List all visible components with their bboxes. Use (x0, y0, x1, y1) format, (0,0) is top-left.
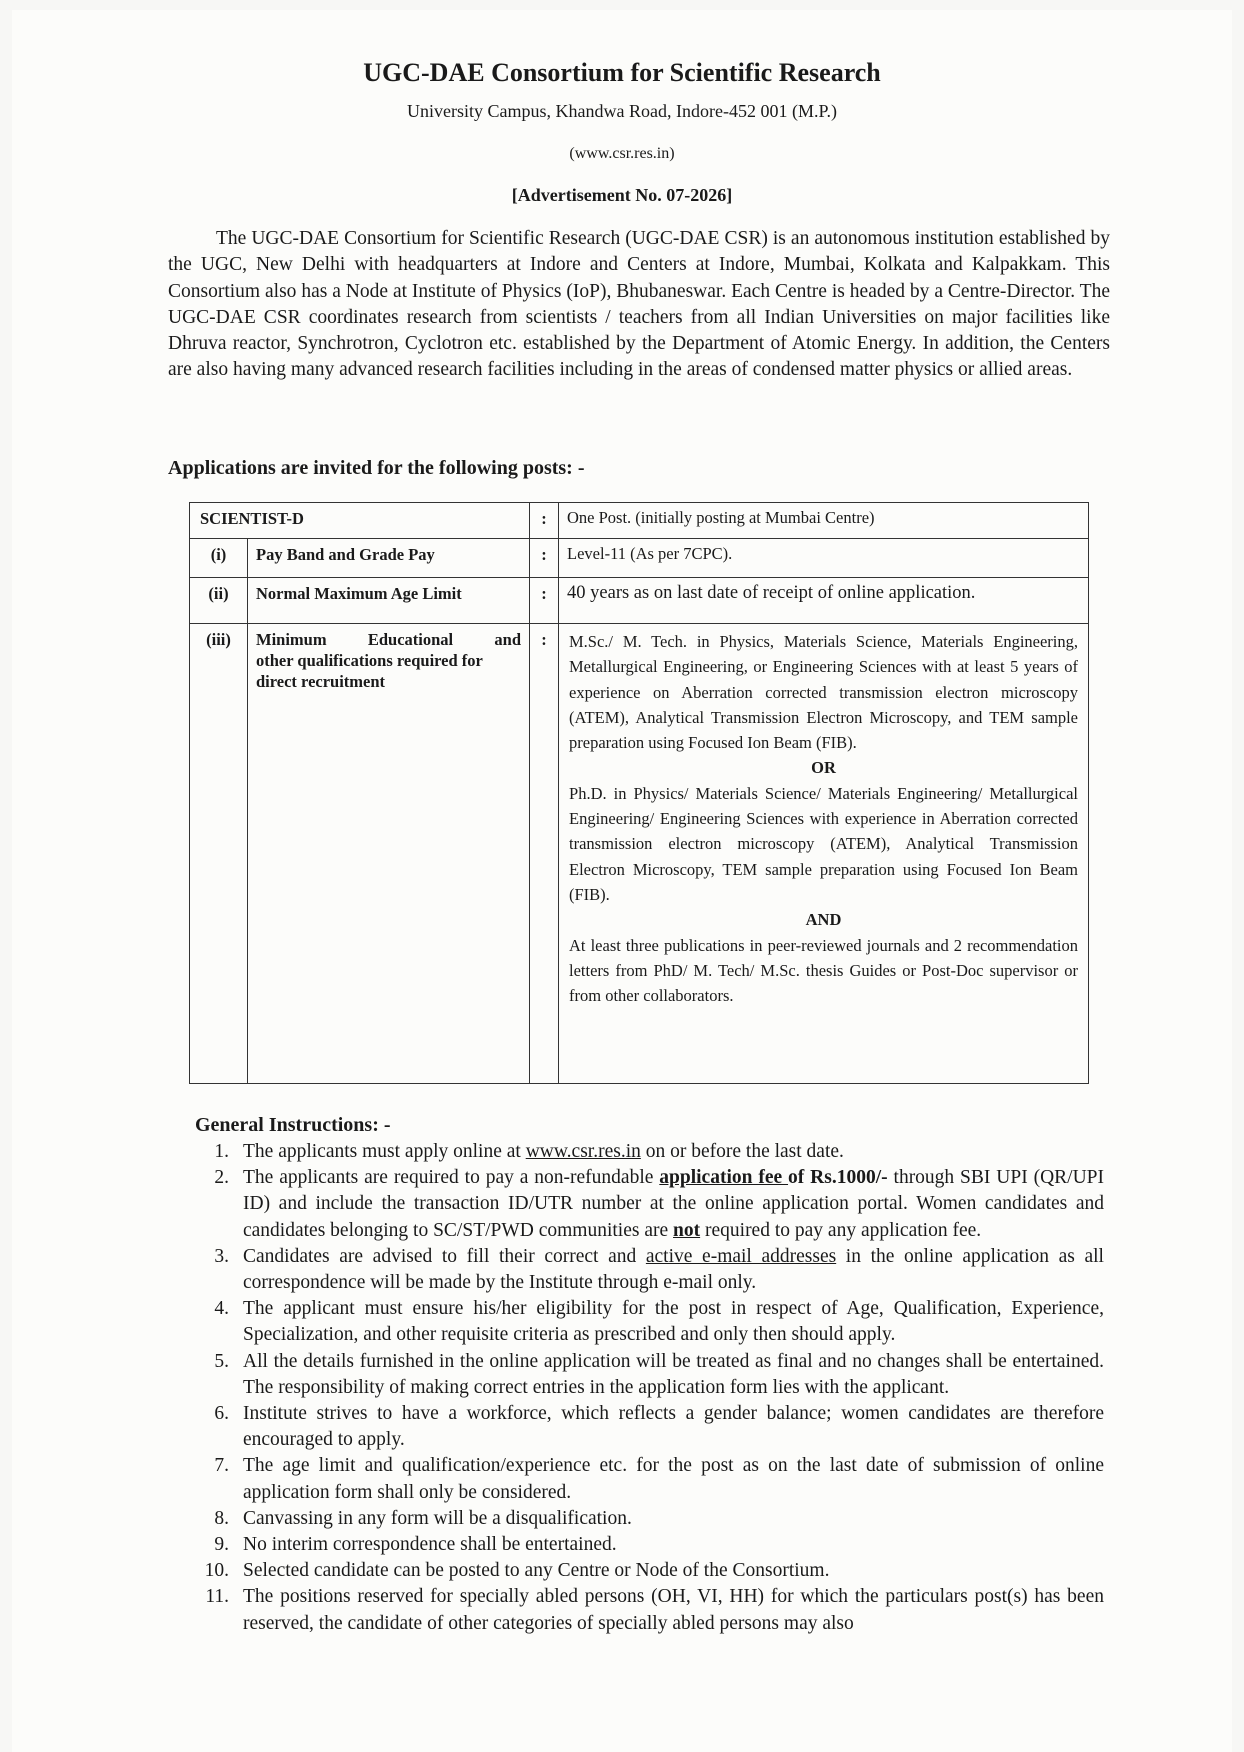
row-number: (iii) (190, 624, 248, 1084)
qualification-option-msc: M.Sc./ M. Tech. in Physics, Materials Science, Materials Engineering, Metallurgical Engineering, or Engineering Sciences with at least 5 years of experience on Aberration corrected transmission electron microscopy (ATEM), Analytical Transmission Electron Microscopy, and TEM sample preparation using Focused Ion Beam (FIB). (569, 632, 1079, 753)
item-text: Institute strives to have a workforce, which reflects a gender balance; women candidates are therefore encouraged to apply. (243, 1403, 1104, 1451)
qualification-option-phd: Ph.D. in Physics/ Materials Science/ Materials Engineering/ Metallurgical Engineering/ Engineering Sciences with experience in Aberration corrected transmission electron microscopy (ATEM), Analytical Transmission Electron Microscopy, TEM sample preparation using Focused Ion Beam (FIB). (569, 783, 1079, 904)
institute-website: (www.csr.res.in) (569, 145, 675, 162)
item-text: Selected candidate can be posted to any Centre or Node of the Consortium. (243, 1560, 830, 1582)
row-value: Level-11 (As per 7CPC). (559, 539, 1089, 578)
row-label: Pay Band and Grade Pay (248, 539, 530, 578)
email-emphasis: active e-mail addresses (645, 1245, 837, 1267)
list-item (196, 1532, 1104, 1558)
general-instructions-heading: General Instructions: - (195, 1114, 391, 1136)
colon-separator: : (530, 624, 559, 1084)
colon-separator: : (530, 539, 559, 578)
label-word: and (494, 630, 522, 649)
list-item (196, 1558, 1104, 1584)
item-number: 4. (214, 1298, 229, 1320)
item-number: 3. (214, 1245, 229, 1267)
advertisement-number: [Advertisement No. 07-2026] (511, 185, 733, 205)
label-word: Minimum (256, 630, 327, 649)
list-item (196, 1165, 1104, 1244)
institute-address: University Campus, Khandwa Road, Indore-452 001 (M.P.) (407, 101, 837, 121)
post-name: SCIENTIST-D (190, 503, 530, 539)
item-number: 1. (214, 1141, 229, 1162)
list-item (196, 1506, 1104, 1532)
list-item (196, 1349, 1104, 1401)
table-row (190, 578, 1089, 624)
list-item (196, 1584, 1104, 1636)
website-link[interactable]: www.csr.res.in (525, 1141, 641, 1162)
item-text: through SBI UPI (QR/UPI ID) and include the transaction ID/UTR number at the online application portal. Women candidates and candidates belonging to SC/ST/PWD communities are (243, 1167, 1105, 1241)
row-label: Normal Maximum Age Limit (248, 578, 530, 624)
item-text: Canvassing in any form will be a disqualification. (243, 1507, 632, 1529)
item-text: The applicants must apply online at (243, 1141, 526, 1162)
document-title: UGC-DAE Consortium for Scientific Research (363, 58, 881, 87)
item-text: The applicant must ensure his/her eligibility for the post in respect of Age, Qualification, Experience, Specialization, and other requisite criteria as prescribed and only then should apply. (243, 1298, 1104, 1346)
list-item (196, 1401, 1104, 1453)
item-number: 5. (214, 1350, 229, 1372)
applications-invited-heading: Applications are invited for the following posts: - (168, 457, 585, 479)
fee-amount: of Rs.1000/- (788, 1167, 888, 1189)
item-text: No interim correspondence shall be entertained. (243, 1534, 617, 1556)
item-text: The age limit and qualification/experience etc. for the post as on the last date of submission of online application form shall only be considered. (243, 1455, 1104, 1503)
qualification-label-rest: other qualifications required for direct recruitment (256, 651, 483, 691)
item-number: 10. (204, 1560, 229, 1582)
qualification-label (248, 624, 530, 1084)
row-number: (i) (190, 539, 248, 578)
list-item (196, 1453, 1104, 1505)
item-text: on or before the last date. (640, 1141, 844, 1162)
table-row (190, 539, 1089, 578)
item-text: The positions reserved for specially abled persons (OH, VI, HH) for which the particulars post(s) has been reserved, the candidate of other categories of specially abled persons may also (243, 1586, 1104, 1634)
or-separator: OR (811, 758, 836, 778)
table-row (190, 624, 1089, 1084)
colon-separator: : (530, 578, 559, 624)
intro-paragraph: The UGC-DAE Consortium for Scientific Research (UGC-DAE CSR) is an autonomous institution established by the UGC, New Delhi with headquarters at Indore and Centers at Indore, Mumbai, Kolkata and Kalpakkam. This Consortium also has a Node at Institute of Physics (IoP), Bhubaneswar. Each Centre is headed by a Centre-Director. The UGC-DAE CSR coordinates research from scientists / teachers from all Indian Universities on major facilities like Dhruva reactor, Synchrotron, Cyclotron etc. established by the Department of Atomic Energy. In addition, the Centers are also having many advanced research facilities including in the areas of condensed matter physics or allied areas. (168, 228, 1110, 381)
row-value: 40 years as on last date of receipt of online application. (559, 578, 1089, 624)
posts-table (189, 502, 1089, 1084)
post-count: One Post. (initially posting at Mumbai Centre) (559, 503, 1089, 539)
item-text: All the details furnished in the online application will be treated as final and no changes shall be entertained. The responsibility of making correct entries in the application form lies with the applicant. (243, 1350, 1104, 1398)
table-row (190, 503, 1089, 539)
label-word: Educational (367, 630, 454, 649)
qualification-publications: At least three publications in peer-reviewed journals and 2 recommendation letters from PhD/ M. Tech/ M.Sc. thesis Guides or Post-Doc supervisor or from other collaborators. (569, 935, 1079, 1006)
item-number: 6. (214, 1403, 229, 1425)
not-emphasis: not (673, 1219, 701, 1241)
item-text: required to pay any application fee. (700, 1219, 982, 1241)
and-separator: AND (805, 910, 842, 930)
item-number: 7. (214, 1455, 229, 1477)
general-instructions-list (196, 1139, 1104, 1637)
item-number: 8. (214, 1507, 229, 1529)
item-number: 2. (214, 1167, 229, 1189)
qualification-label-line1 (256, 629, 521, 650)
list-item (196, 1296, 1104, 1348)
qualification-details (559, 624, 1089, 1084)
colon-separator: : (530, 503, 559, 539)
list-item (196, 1244, 1104, 1296)
list-item (196, 1139, 1104, 1165)
application-fee-text: application fee (659, 1167, 789, 1189)
item-text: Candidates are advised to fill their correct and (243, 1245, 646, 1267)
item-number: 9. (214, 1534, 229, 1556)
item-text: in the online application as all correspondence will be made by the Institute through e-mail only. (243, 1245, 1104, 1294)
item-text: The applicants are required to pay a non-refundable (243, 1167, 660, 1189)
row-number: (ii) (190, 578, 248, 624)
item-number: 11. (205, 1586, 229, 1608)
